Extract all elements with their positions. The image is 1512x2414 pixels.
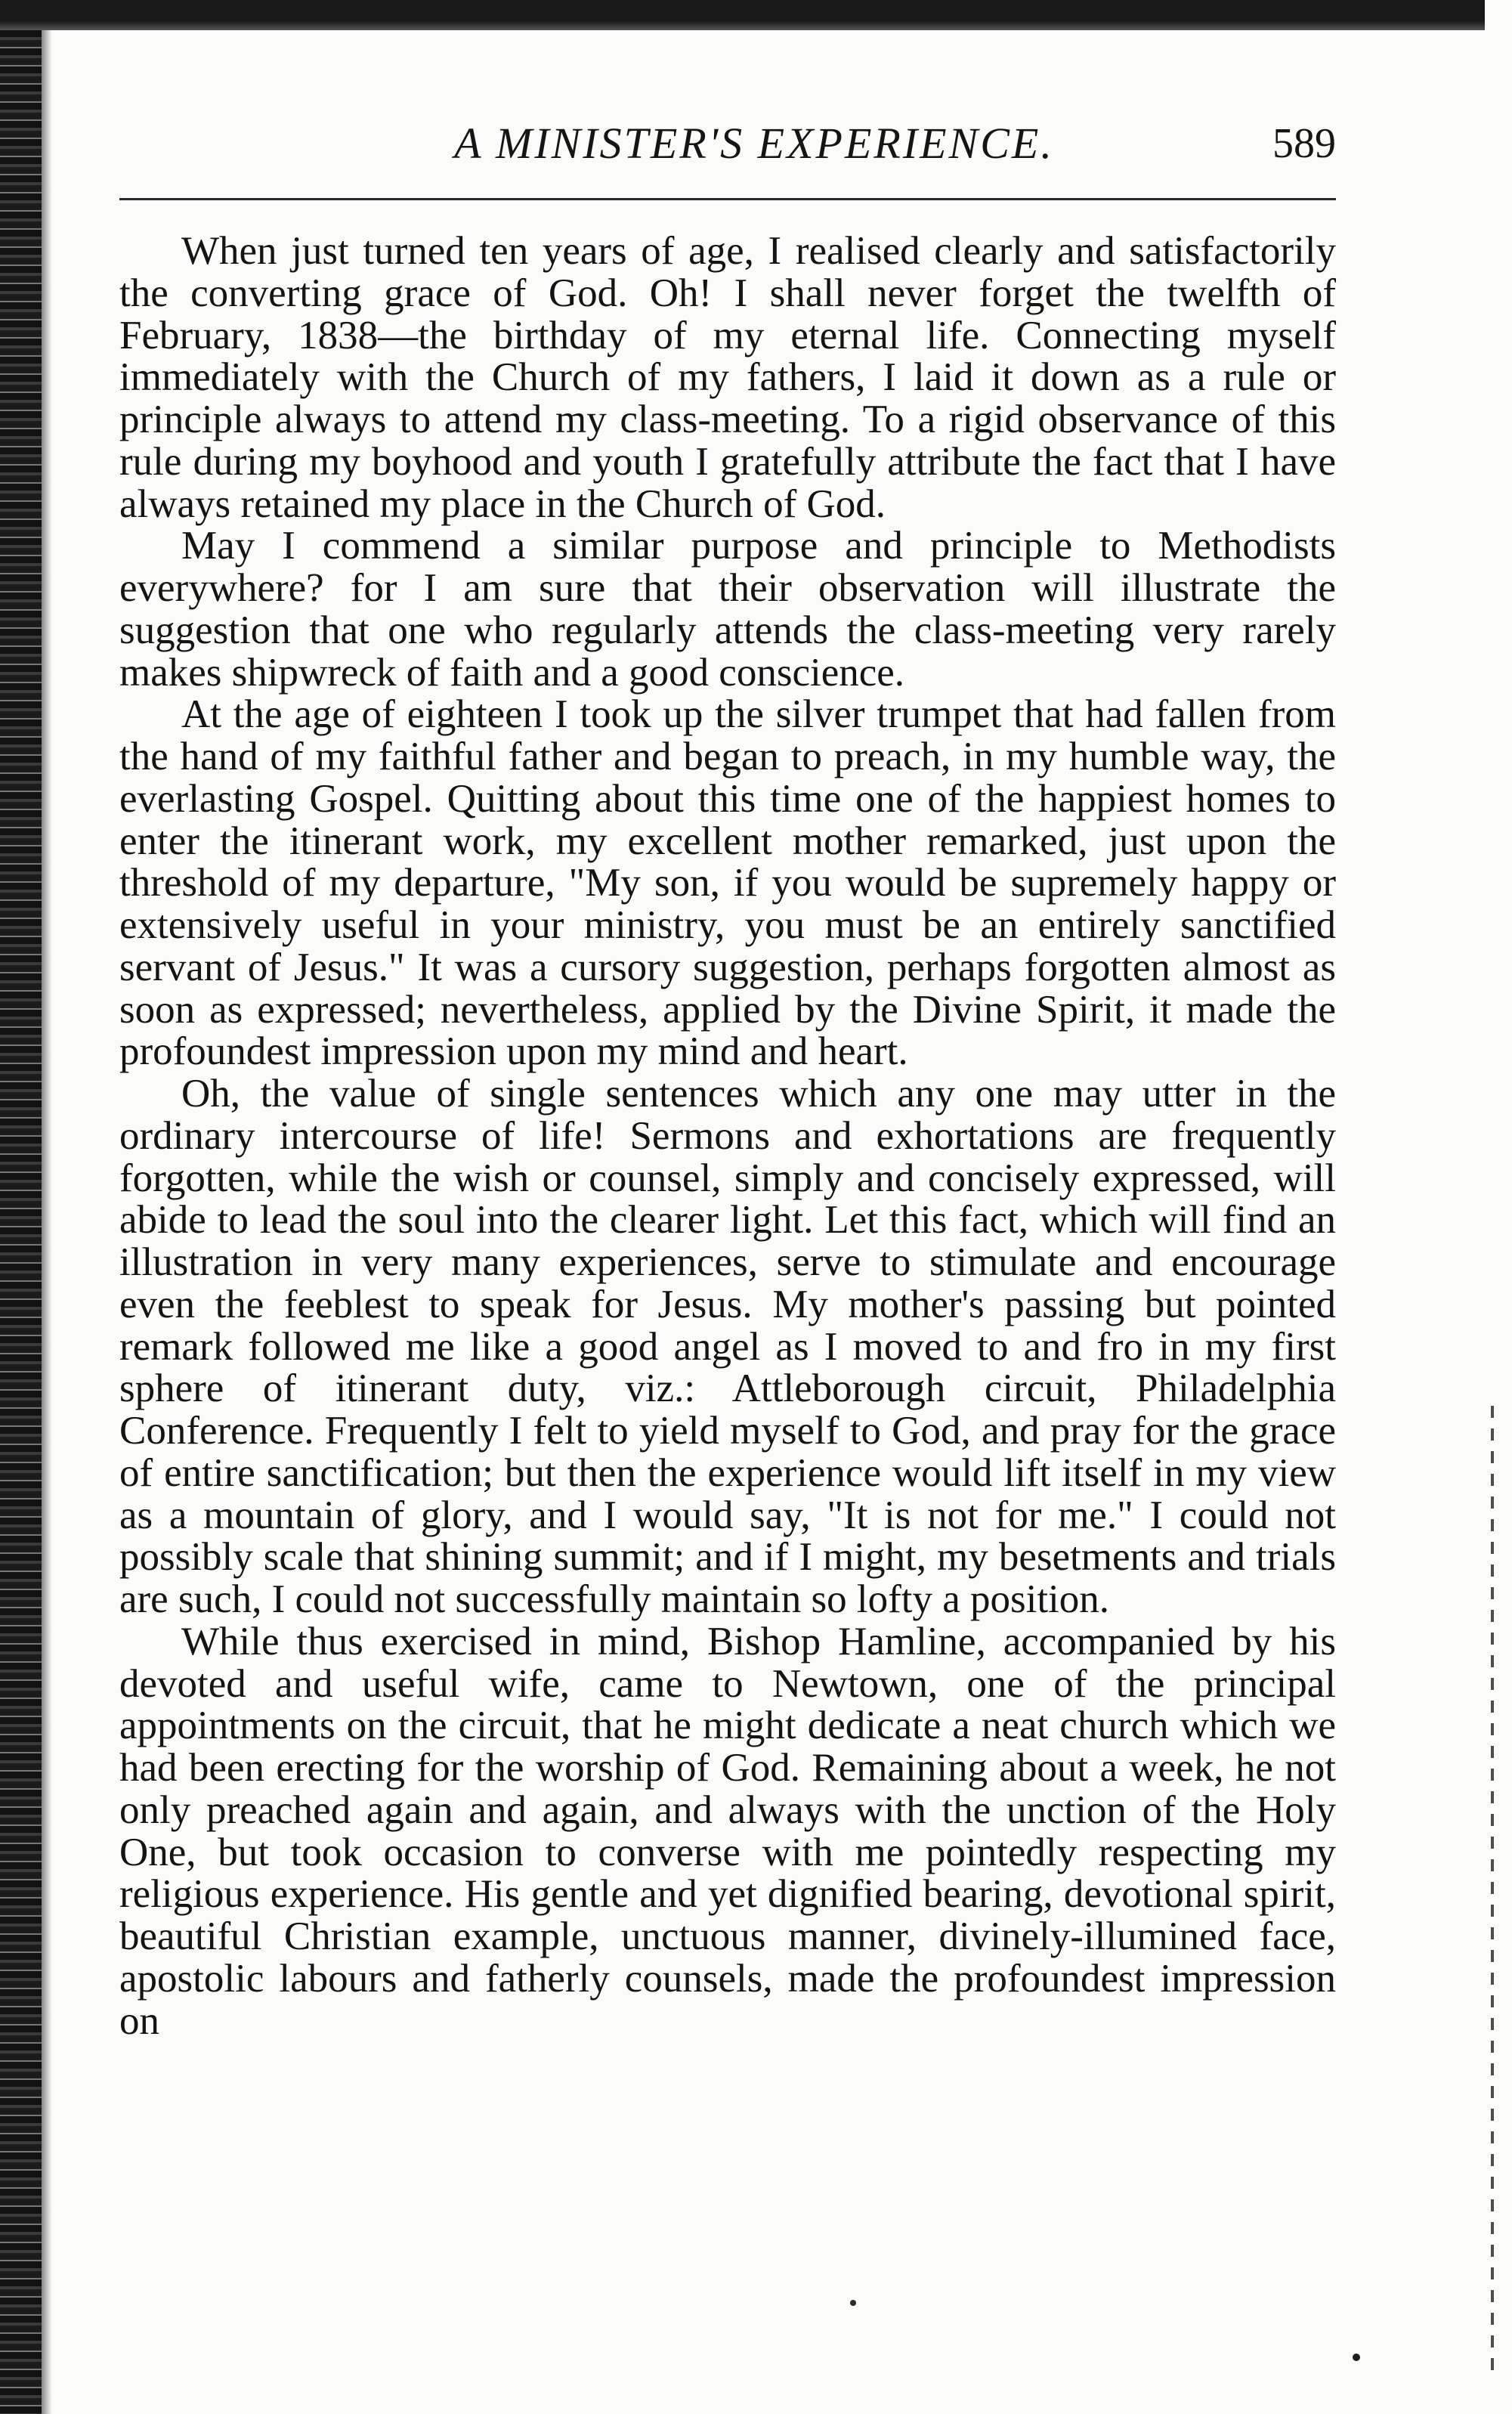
running-title: A MINISTER'S EXPERIENCE. [454, 119, 1054, 168]
body-text [119, 231, 1336, 2042]
paragraph: While thus exercised in mind, Bishop Hamline, accompanied by his devoted and useful wife, came to Newtown, one of the principal appointments on the circuit, that he might dedicate a neat church which we had been erecting for the worship of God. Remaining about a week, he not only preached again and again, and always with the unction of the Holy One, but took occasion to converse with me pointedly respecting my religious experience. His gentle and yet dignified bearing, devotional spirit, beautiful Christian example, unctuous manner, divinely-illumined face, apostolic labours and fatherly counsels, made the profoundest impression on [119, 1619, 1336, 2043]
paragraph: May I commend a similar purpose and principle to Methodists everywhere? for I am sure that their observation will illustrate the suggestion that one who regularly attends the class-meeting very rarely makes shipwreck of faith and a good conscience. [119, 524, 1336, 695]
scan-right-edge [1491, 1406, 1494, 2381]
page-header [119, 117, 1336, 170]
paragraph: At the age of eighteen I took up the silver trumpet that had fallen from the hand of my faithful father and began to preach, in my humble way, the everlasting Gospel. Quitting about this time one of the happiest homes to enter the itinerant work, my excellent mother remarked, just upon the threshold of my departure, "My son, if you would be supremely happy or extensively useful in your ministry, you must be an entirely sanctified servant of Jesus." It was a cursory suggestion, perhaps forgotten almost as soon as expressed; nevertheless, applied by the Divine Spirit, it made the profoundest impression upon my mind and heart. [119, 692, 1336, 1074]
header-rule [119, 198, 1336, 200]
scan-binding-shadow [42, 30, 52, 2414]
print-speck [850, 2300, 856, 2306]
page-number: 589 [1272, 120, 1336, 167]
scan-binding-edge [0, 30, 42, 2414]
print-speck [1353, 2354, 1360, 2361]
paragraph: When just turned ten years of age, I realised clearly and satisfactorily the converting grace of God. Oh! I shall never forget the twelfth of February, 1838—the birthday of my eternal life. Connecting myself immediately with the Church of my fathers, I laid it down as a rule or principle always to attend my class-meeting. To a rigid observance of this rule during my boyhood and youth I gratefully attribute the fact that I have always retained my place in the Church of God. [119, 229, 1336, 526]
scan-top-edge [0, 0, 1485, 30]
paragraph: Oh, the value of single sentences which any one may utter in the ordinary intercourse of life! Sermons and exhortations are frequently forgotten, while the wish or counsel, simply and concisely expressed, will abide to lead the soul into the clearer light. Let this fact, which will find an illustration in very many experiences, serve to stimulate and encourage even the feeblest to speak for Jesus. My mother's passing but pointed remark followed me like a good angel as I moved to and fro in my first sphere of itinerant duty, viz.: Attleborough circuit, Philadelphia Conference. Frequently I felt to yield myself to God, and pray for the grace of entire sanctification; but then the experience would lift itself in my view as a mountain of glory, and I would say, "It is not for me." I could not possibly scale that shining summit; and if I might, my besetments and trials are such, I could not successfully maintain so lofty a position. [119, 1072, 1336, 1621]
